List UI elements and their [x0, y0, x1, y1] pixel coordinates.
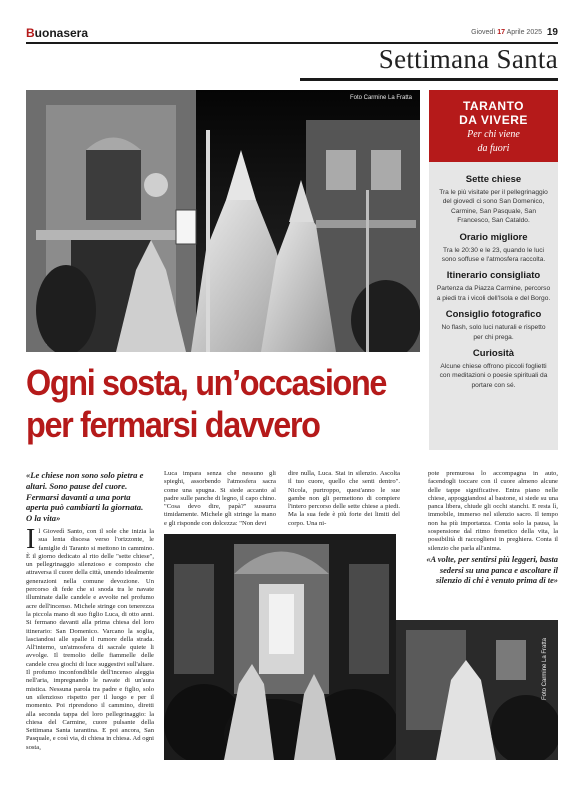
sidebar-header: [429, 90, 558, 162]
sidebar-subtitle-line1: Per chi viene: [467, 129, 520, 140]
article-column-2: Luca impara senza che nessuno gli spieghi, assorbendo l'atmosfera sacra come una spugna. Si siede accanto al padre sulle panche di legno, il capo chino. "Cosa devo dire, papà?" sussurra timidamente. Michele gli stringe la mano e gli risponde con dolcezza: "Non devi: [164, 470, 276, 527]
sidebar-heading: Itinerario consigliato: [446, 270, 541, 282]
sidebar-subtitle-line2: da fuori: [477, 143, 510, 154]
article-text: l Giovedì Santo, con il sole che inizia la sua lenta discesa verso l'orizzonte, le famiglie di Taranto si mettono in cammino. È il giorno dedicato al rito delle "sette chiese", un pellegrinaggio silenzioso e composto che attraversa il cuore della città, unendo idealmente generazioni nella comune devozione. Un percorso di fede che si snoda tra le navate illuminate dalle candele e avvolte nel profumo acre dell'incenso. Michele stringe con tenerezza la piccola mano di suo figlio Luca, di otto anni. Si fermano davanti alla prima chiesa del loro itinerario: San Domenico. Varcano la soglia, lasciandosi alle spalle il rumore della strada. All'interno, un'atmosfera di sacrale quiete li avvolge. Il tremolio delle fiammelle delle candele crea giochi di luce suggestivi sull'altare. Il profumo inconfondibile dell'incenso aleggia nell'aria, impregnando le navate di un'aura mistica. Nessuna parola tra padre e figlio, solo un silenzioso rispetto per il luogo e per il momento. Poi riprendono il cammino, diretti alla seconda tappa del loro pellegrinaggio: la chiesa del Carmine, cuore pulsante della Settimana Santa tarantina. E poi ancora, San Pasquale, e così via, di chiesa in chiesa. Ad ogni sosta,: [26, 528, 154, 751]
sidebar-heading: Sette chiese: [465, 174, 522, 185]
sidebar-text: Tra le più visitate per il pellegrinaggio del giovedì ci sono San Domenico, Carmine, San Pasquale, San Francesco, San Cataldo.: [439, 189, 548, 225]
article-column-3: dire nulla, Luca. Stai in silenzio. Ascolta il tuo cuore, quello che senti dentro". Nicola, purtroppo, quest'anno le sue gambe non gli permettono di compiere l'intero percorso delle sette chiese a piedi. Ma la sua fede è più forte dei limiti del corpo. Una ni-: [288, 470, 400, 527]
sidebar-body: [429, 162, 558, 390]
page-number: 19: [546, 27, 558, 38]
sidebar-heading: Consiglio fotografico: [445, 309, 542, 321]
photo-credit: Foto Carmine La Fratta: [542, 637, 548, 700]
sidebar-text: Alcune chiese offrono piccoli foglietti con meditazioni o poesie spirituali da portare con sé.: [439, 363, 548, 389]
sidebar-text: Partenza da Piazza Carmine, percorso a piedi tra i vicoli dell'Isola e del Borgo.: [436, 285, 551, 302]
headline-line1: Ogni sosta, un’occasione: [26, 362, 387, 403]
drop-cap: I: [26, 524, 36, 555]
article-column-1: [26, 524, 154, 752]
sidebar-title-line1: TARANTO: [462, 99, 525, 113]
masthead: [26, 26, 558, 44]
pull-quote: «A volte, per sentirsi più leggeri, basta sedersi su una panca e ascoltare il silenzio di chi è venuto prima di te»: [426, 555, 558, 585]
section-rule: [300, 78, 558, 81]
section-title: Settimana Santa: [378, 44, 558, 74]
article-column-4: pote premurosa lo accompagna in auto, facendogli toccare con il cuore almeno alcune delle tappe significative. Entra piano nelle chiese, appoggiandosi al bastone, si siede su una panca libera, chiude gli occhi stanchi. E resta lì, immobile, immerso nel silenzio sacro. Il tempo non ha più importanza. Conta solo la pausa, la sospensione dal ritmo frenetico della vita, la possibilità di raccogliersi in preghiera. Conta il silenzio che parla all'anima.: [428, 470, 558, 552]
newspaper-logo: Buonasera: [26, 26, 89, 40]
sidebar-title-line2: DA VIVERE: [459, 113, 528, 127]
sidebar-text: Tra le 20:30 e le 23, quando le luci sono soffuse e l'atmosfera raccolta.: [441, 246, 546, 264]
sidebar-text: No flash, solo luci naturali e rispetto per chi prega.: [441, 324, 546, 341]
photo-credit: Foto Carmine La Fratta: [349, 95, 412, 101]
sidebar-heading: Curiosità: [472, 348, 515, 360]
church-interior-photo-extension: [396, 620, 558, 760]
sidebar-heading: Orario migliore: [459, 231, 528, 243]
headline: [26, 362, 386, 446]
dateline: Giovedì 17 Aprile 2025: [471, 29, 542, 36]
pull-quote: «Le chiese non sono solo pietra e altari. Sono pause del cuore. Fermarsi davanti a una porta aperta può cambiarti la giornata. O la vita»: [26, 470, 144, 524]
procession-photo: [26, 90, 420, 352]
headline-line2: per fermarsi davvero: [26, 404, 320, 445]
sidebar-box: [429, 90, 558, 450]
church-interior-photo: [164, 534, 396, 760]
